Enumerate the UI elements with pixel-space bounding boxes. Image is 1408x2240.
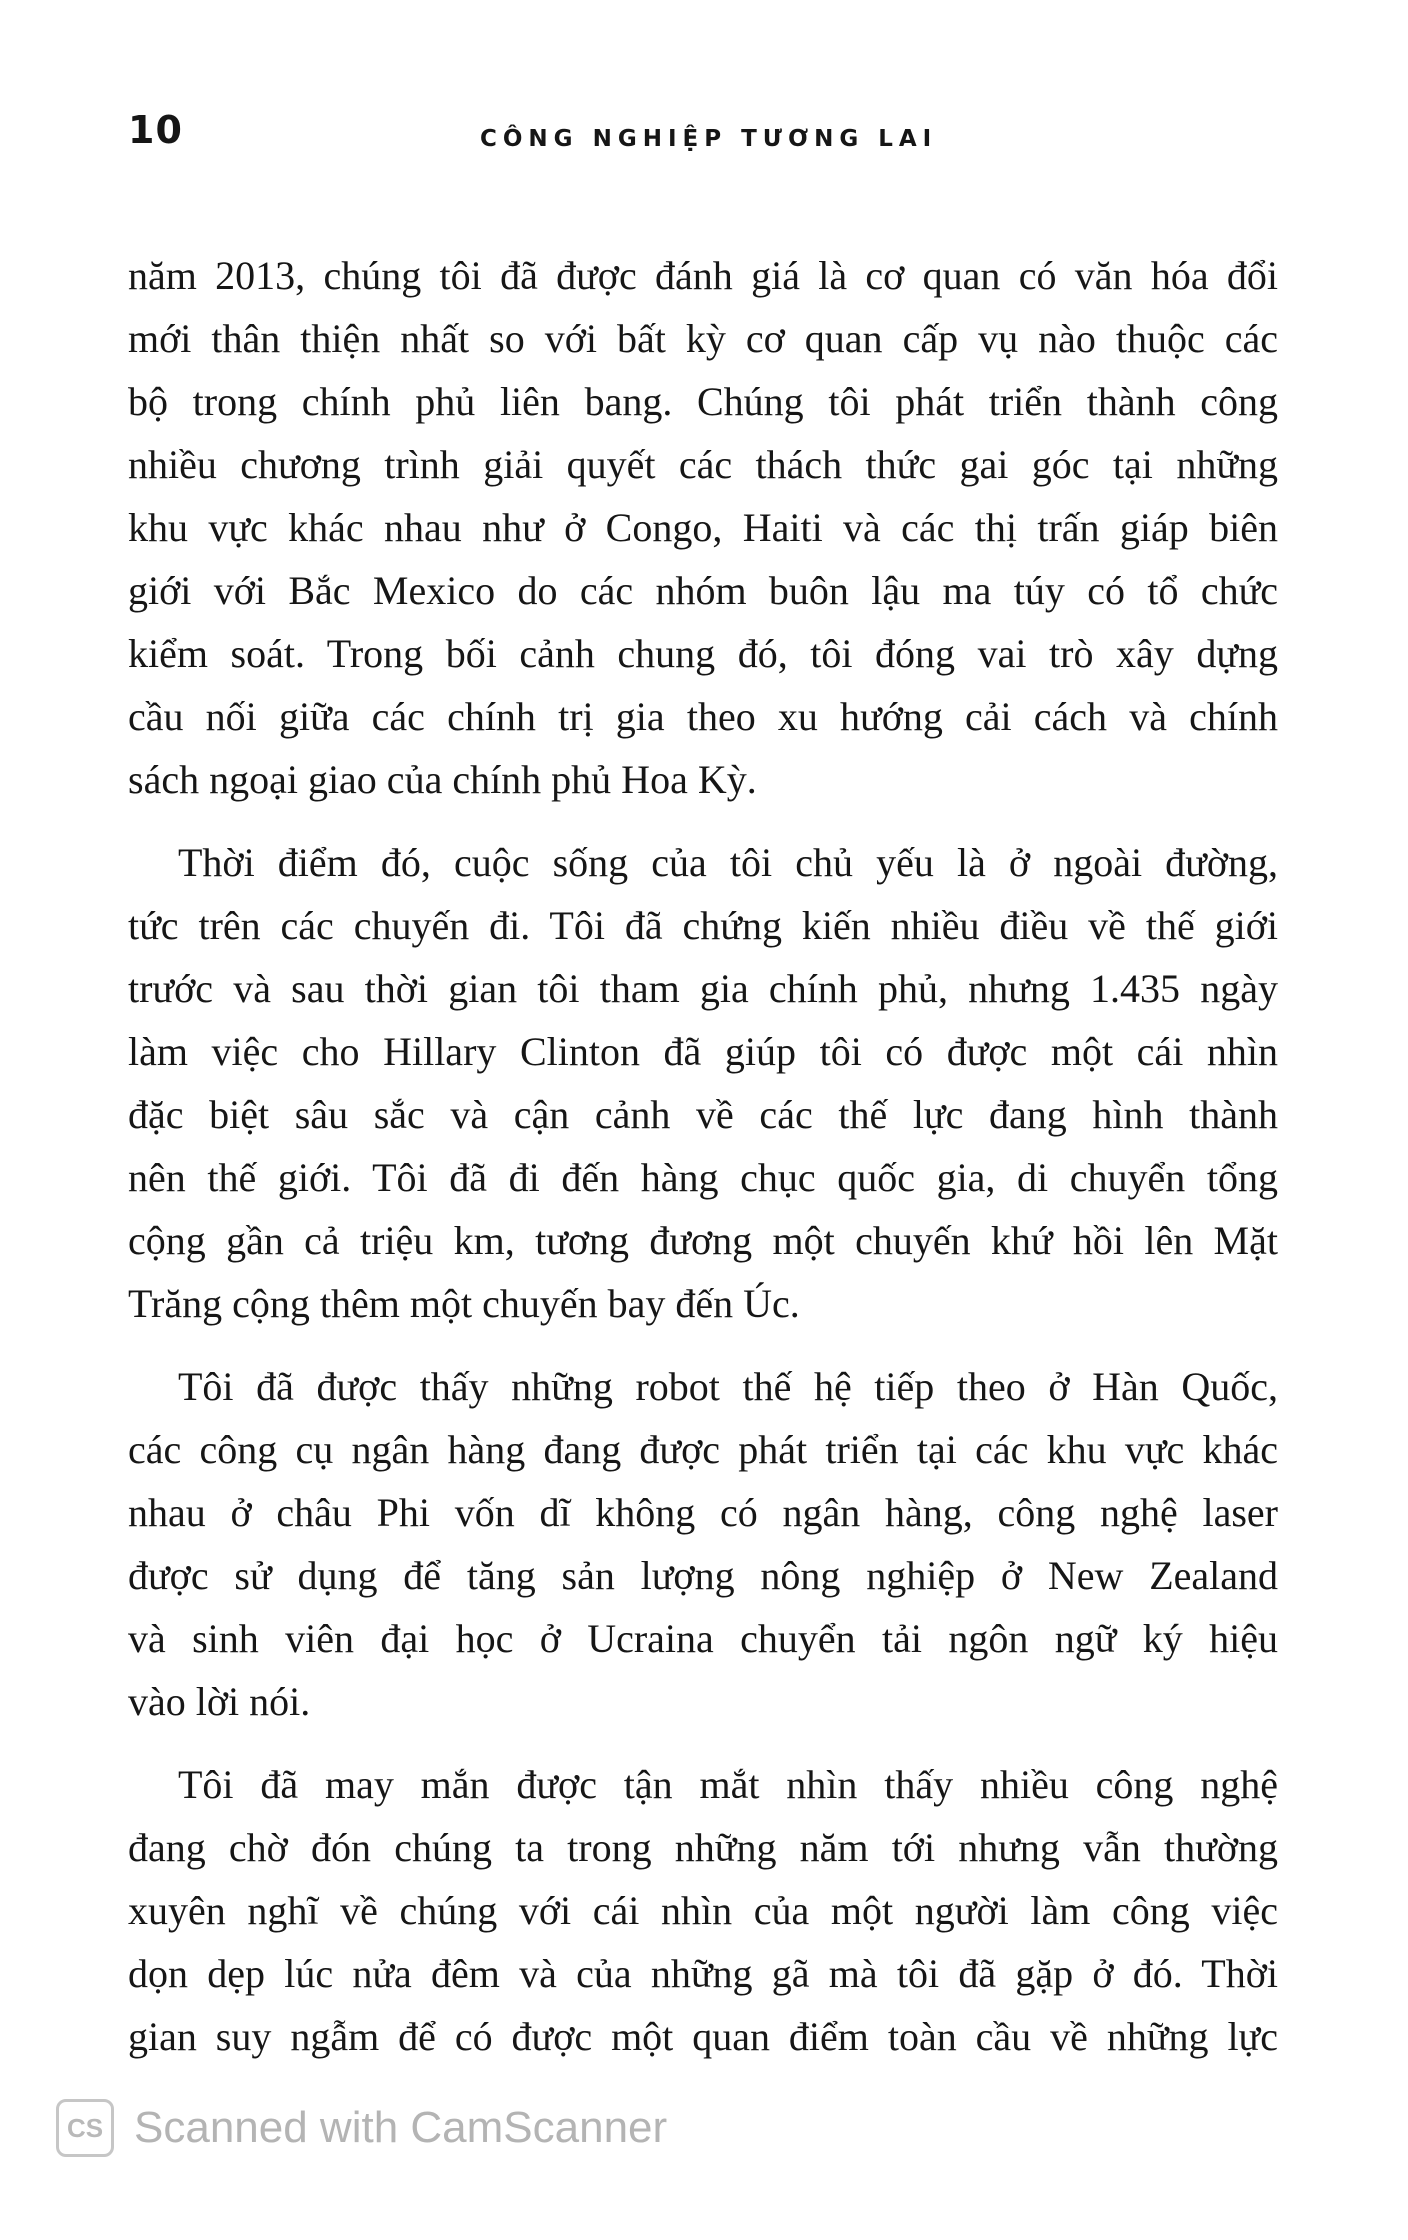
watermark-text: Scanned with CamScanner: [134, 2103, 668, 2152]
body-text: [128, 244, 1278, 2088]
text-line: Tôi đã may mắn được tận mắt nhìn thấy nhiều công nghệ: [178, 1762, 1278, 1807]
text-line: Thời điểm đó, cuộc sống của tôi chủ yếu là ở ngoài đường,: [178, 840, 1278, 885]
text-line: năm 2013, chúng tôi đã được đánh giá là cơ quan có văn hóa đổi: [128, 253, 1278, 298]
text-line: khu vực khác nhau như ở Congo, Haiti và các thị trấn giáp biên: [128, 505, 1278, 550]
camscanner-watermark: [56, 2098, 667, 2158]
text-line: xuyên nghĩ về chúng với cái nhìn của một người làm công việc: [128, 1888, 1278, 1933]
running-header-title: CÔNG NGHIỆP TƯƠNG LAI: [480, 126, 938, 152]
text-line: gian suy ngẫm để có được một quan điểm toàn cầu về những lực: [128, 2014, 1278, 2059]
text-line: cộng gần cả triệu km, tương đương một chuyến khứ hồi lên Mặt: [128, 1218, 1278, 1263]
text-line: đặc biệt sâu sắc và cận cảnh về các thế lực đang hình thành: [128, 1092, 1278, 1137]
text-line: Trăng cộng thêm một chuyến bay đến Úc.: [128, 1281, 800, 1326]
text-line: sách ngoại giao của chính phủ Hoa Kỳ.: [128, 757, 757, 802]
camscanner-logo-icon: CS: [56, 2099, 114, 2157]
text-line: và sinh viên đại học ở Ucraina chuyển tải ngôn ngữ ký hiệu: [128, 1616, 1278, 1661]
text-line: nhiều chương trình giải quyết các thách thức gai góc tại những: [128, 442, 1278, 487]
text-line: tức trên các chuyến đi. Tôi đã chứng kiến nhiều điều về thế giới: [128, 903, 1278, 948]
text-line: làm việc cho Hillary Clinton đã giúp tôi có được một cái nhìn: [128, 1029, 1278, 1074]
text-line: kiểm soát. Trong bối cảnh chung đó, tôi đóng vai trò xây dựng: [128, 631, 1278, 676]
text-line: bộ trong chính phủ liên bang. Chúng tôi phát triển thành công: [128, 379, 1278, 424]
text-line: mới thân thiện nhất so với bất kỳ cơ quan cấp vụ nào thuộc các: [128, 316, 1278, 361]
text-line: vào lời nói.: [128, 1679, 311, 1724]
text-line: dọn dẹp lúc nửa đêm và của những gã mà tôi đã gặp ở đó. Thời: [128, 1951, 1278, 1996]
paragraph-4: [128, 1753, 1278, 2068]
page-number: 10: [128, 108, 183, 152]
text-line: nên thế giới. Tôi đã đi đến hàng chục quốc gia, di chuyển tổng: [128, 1155, 1278, 1200]
text-line: nhau ở châu Phi vốn dĩ không có ngân hàng, công nghệ laser: [128, 1490, 1278, 1535]
text-line: các công cụ ngân hàng đang được phát triển tại các khu vực khác: [128, 1427, 1278, 1472]
text-line: đang chờ đón chúng ta trong những năm tới nhưng vẫn thường: [128, 1825, 1278, 1870]
paragraph-2: [128, 831, 1278, 1335]
text-line: trước và sau thời gian tôi tham gia chính phủ, nhưng 1.435 ngày: [128, 966, 1278, 1011]
text-line: cầu nối giữa các chính trị gia theo xu hướng cải cách và chính: [128, 694, 1278, 739]
text-line: giới với Bắc Mexico do các nhóm buôn lậu ma túy có tổ chức: [128, 568, 1278, 613]
paragraph-1: [128, 244, 1278, 811]
text-line: được sử dụng để tăng sản lượng nông nghiệp ở New Zealand: [128, 1553, 1278, 1598]
text-line: Tôi đã được thấy những robot thế hệ tiếp theo ở Hàn Quốc,: [178, 1364, 1278, 1409]
paragraph-3: [128, 1355, 1278, 1733]
